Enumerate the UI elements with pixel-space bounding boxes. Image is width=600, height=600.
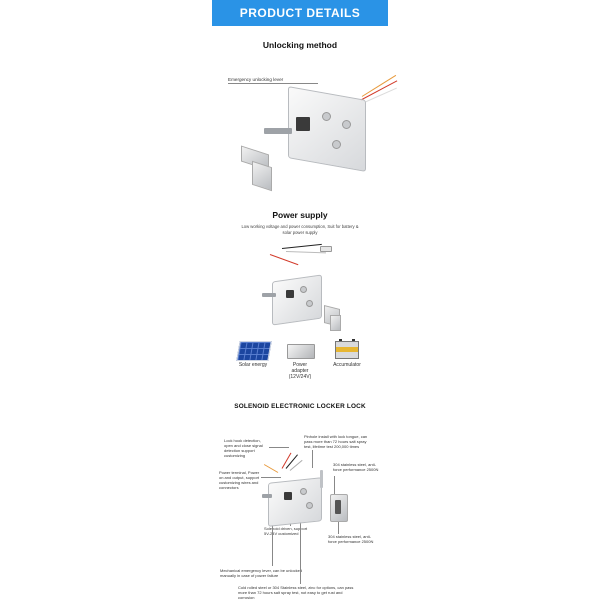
screw-hole <box>322 112 331 121</box>
pinhead-callout: Pinhole install with lock tongue, can pass more than 72 hours salt spray test, lifetime test 200,000 times <box>304 434 368 449</box>
wire <box>362 75 396 97</box>
callout-line <box>300 520 301 584</box>
mechanical-callout: Mechanical emergency lever, can be unlocked manually in case of power failure <box>220 568 303 578</box>
source-label: Power adapter (12V/24V) <box>288 362 312 380</box>
solenoid-lock-title: SOLENOID ELECTRONIC LOCKER LOCK <box>234 403 366 410</box>
wire <box>270 254 299 265</box>
lock-body <box>272 274 322 325</box>
product-details-banner: PRODUCT DETAILS <box>212 0 388 26</box>
callout-line <box>228 83 318 84</box>
screw-hole <box>332 140 341 149</box>
lock-bracket <box>252 161 272 191</box>
solar-panel-icon <box>236 341 272 361</box>
callout-line <box>334 476 335 496</box>
lock-tongue <box>264 128 292 134</box>
unlocking-method-title: Unlocking method <box>262 40 338 50</box>
bracket-slot <box>335 500 341 514</box>
solenoid-callout: Solenoid driven, support 5V-24V customized <box>264 526 308 536</box>
ss304-bottom-callout: 304 stainless steel, anti-force performance 2500N <box>328 534 374 544</box>
screw-hole <box>300 286 307 293</box>
battery-terminal <box>339 339 342 341</box>
coldrolled-callout: Cold rolled steel or 304 Stainless steel, zinc for options, can pass more than 72 hours salt spray test, not easy to get rust and corrosion <box>238 585 354 600</box>
screw-hole <box>300 488 307 495</box>
lock-pin <box>320 470 323 488</box>
source-label: Accumulator <box>333 362 361 368</box>
power-terminal-callout: Power terminal, Power on and output, support customizing wires and connectors <box>219 470 260 490</box>
lock-tongue <box>262 494 272 498</box>
battery-terminal <box>352 339 355 341</box>
battery-label <box>336 347 358 352</box>
emergency-lever-slot <box>286 290 294 298</box>
source-label: Solar energy <box>238 362 268 368</box>
emergency-lever-callout: Emergency unlocking lever <box>228 77 284 82</box>
power-supply-subtitle: Low working voltage and power consumption, Suit for battery & solar power supply <box>241 224 359 235</box>
emergency-lever-slot <box>284 492 292 500</box>
callout-line <box>261 477 281 478</box>
lock-body <box>268 477 322 527</box>
screw-hole <box>342 120 351 129</box>
callout-line <box>269 447 289 448</box>
wire <box>282 244 322 249</box>
lock-bracket <box>330 315 341 331</box>
callout-line <box>312 450 313 468</box>
accumulator-icon <box>335 341 359 359</box>
callout-line <box>272 520 273 566</box>
screw-hole <box>306 502 313 509</box>
feedback-callout: Lock hook detection, open and close signal detection support customizing <box>224 438 263 458</box>
wire <box>264 464 278 473</box>
emergency-lever-slot <box>296 117 310 131</box>
screw-hole <box>306 300 313 307</box>
connector <box>320 246 332 252</box>
lock-tongue <box>262 293 276 297</box>
ss304-top-callout: 304 stainless steel, anti-force performance 2500N <box>333 462 379 472</box>
power-adapter-icon <box>287 344 315 359</box>
power-supply-title: Power supply <box>272 210 328 220</box>
